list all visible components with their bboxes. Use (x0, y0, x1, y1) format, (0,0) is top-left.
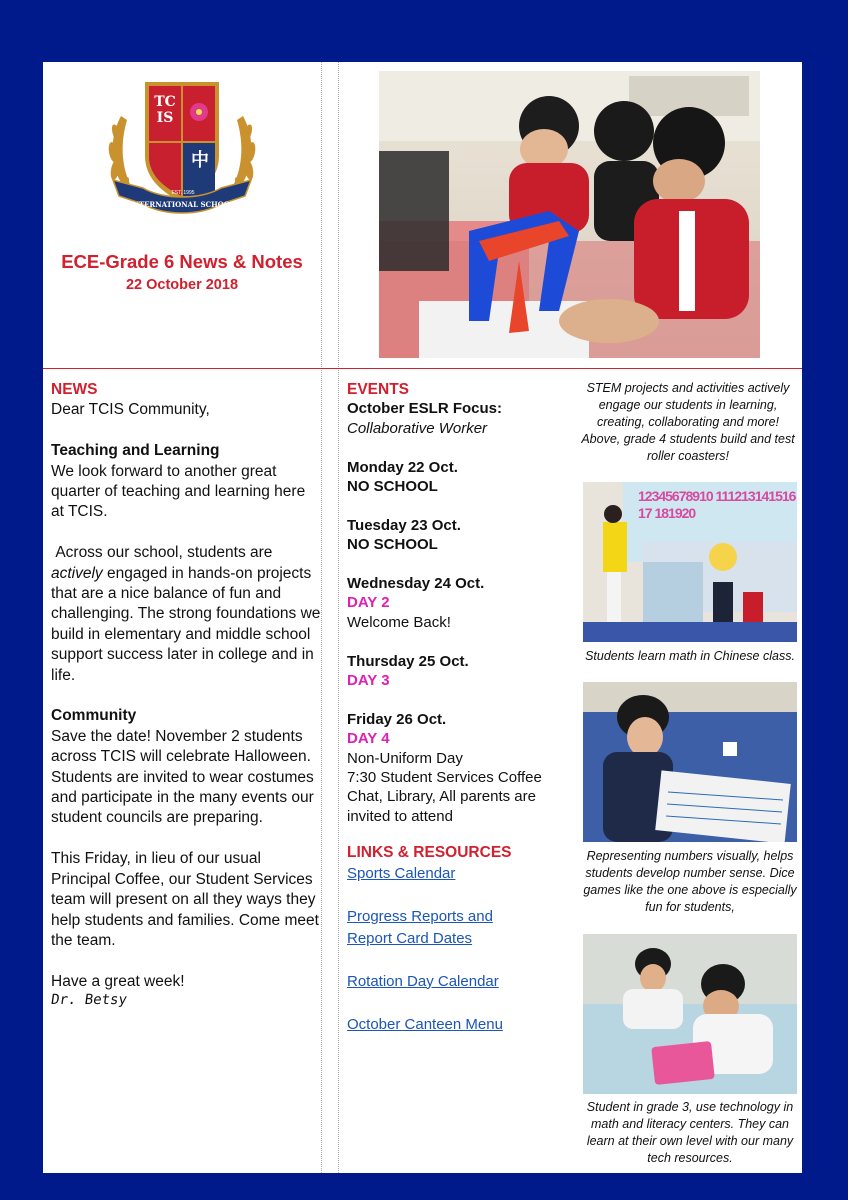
event-note-monday: NO SCHOOL (347, 478, 438, 496)
eslr-label: October ESLR Focus: (347, 400, 503, 418)
links-section (347, 843, 557, 1035)
event-date-wednesday: Wednesday 24 Oct. (347, 575, 485, 593)
teaching-p2-emphasis: actively (51, 564, 103, 582)
event-day-thursday: DAY 3 (347, 672, 390, 690)
caption-number-sense: Representing numbers visually, helps students develop number sense. Dice games like the one above is especially fun for students, (583, 849, 797, 914)
column-guide-right (338, 62, 339, 1173)
stem-project-photo (379, 71, 760, 358)
teaching-p2-text-a: Across our school, students are (51, 544, 277, 562)
chinese-math-class-photo (583, 482, 797, 642)
logo-est: EST. 1995 (171, 190, 195, 196)
link-rotation-day-calendar[interactable]: Rotation Day Calendar (347, 972, 499, 990)
event-date-friday: Friday 26 Oct. (347, 710, 447, 728)
news-heading: NEWS (51, 381, 98, 398)
caption-stem: STEM projects and activities actively engage our students in learning, creating, collaborating and more! Above, grade 4 students build and test roller coasters! (581, 381, 795, 463)
technology-photo (583, 934, 797, 1094)
logo-banner-text: INTERNATIONAL SCHOOL (129, 200, 235, 209)
teaching-paragraph-2 (51, 543, 325, 686)
events-heading: EVENTS (347, 381, 410, 398)
link-sports-calendar[interactable]: Sports Calendar (347, 865, 456, 882)
event-day-wednesday: DAY 2 (347, 594, 390, 612)
board-number-text: 12345678910 11121314151617 181920 (638, 488, 796, 521)
caption-technology: Student in grade 3, use technology in math and literacy centers. They can learn at their own level with our many tech resources. (586, 1100, 794, 1165)
teaching-heading: Teaching and Learning (51, 442, 220, 460)
newsletter-page (43, 62, 802, 1173)
caption-chinese-math: Students learn math in Chinese class. (585, 649, 795, 663)
event-text-friday: Non-Uniform Day 7:30 Student Services Coffee Chat, Library, All parents are invited to attend (347, 749, 542, 825)
header-divider (43, 368, 802, 369)
community-heading: Community (51, 707, 137, 725)
number-sense-photo (583, 682, 797, 842)
logo-chinese-char: 中 (191, 150, 209, 170)
event-note-tuesday: NO SCHOOL (347, 536, 438, 554)
teaching-paragraph-1: We look forward to another great quarter of teaching and learning here at TCIS. (51, 462, 306, 521)
community-paragraph-1: Save the date! November 2 students across TCIS will celebrate Halloween. Students are invited to wear costumes and participate in the many events our student councils are preparing. (51, 727, 314, 827)
links-heading: LINKS & RESOURCES (347, 844, 512, 861)
news-column (49, 380, 325, 1009)
newsletter-date: 22 October 2018 (125, 277, 239, 293)
event-date-thursday: Thursday 25 Oct. (347, 652, 469, 670)
event-date-monday: Monday 22 Oct. (347, 458, 458, 476)
logo-tcis-text: TCIS (154, 94, 176, 126)
link-progress-reports[interactable]: Progress Reports and Report Card Dates (347, 908, 493, 947)
event-text-wednesday: Welcome Back! (347, 613, 451, 631)
link-october-canteen-menu[interactable]: October Canteen Menu (347, 1015, 503, 1033)
event-day-friday: DAY 4 (347, 730, 390, 748)
teaching-p2-text-b: engaged in hands-on projects that are a nice balance of fun and challenging. The strong foundations we build in elementary and middle school support success later in college and in life. (51, 564, 325, 684)
closing-line: Have a great week! (51, 972, 185, 990)
eslr-value: Collaborative Worker (347, 419, 488, 437)
school-logo (103, 76, 261, 226)
newsletter-title: ECE-Grade 6 News & Notes (61, 251, 303, 272)
community-paragraph-2: This Friday, in lieu of our usual Principal Coffee, our Student Services team will present on all they ways they help students and families. Come meet the team. (51, 850, 319, 949)
events-column (347, 380, 565, 826)
news-greeting: Dear TCIS Community, (51, 401, 210, 419)
signature: Dr. Betsy (49, 992, 128, 1009)
event-date-tuesday: Tuesday 23 Oct. (347, 516, 461, 534)
